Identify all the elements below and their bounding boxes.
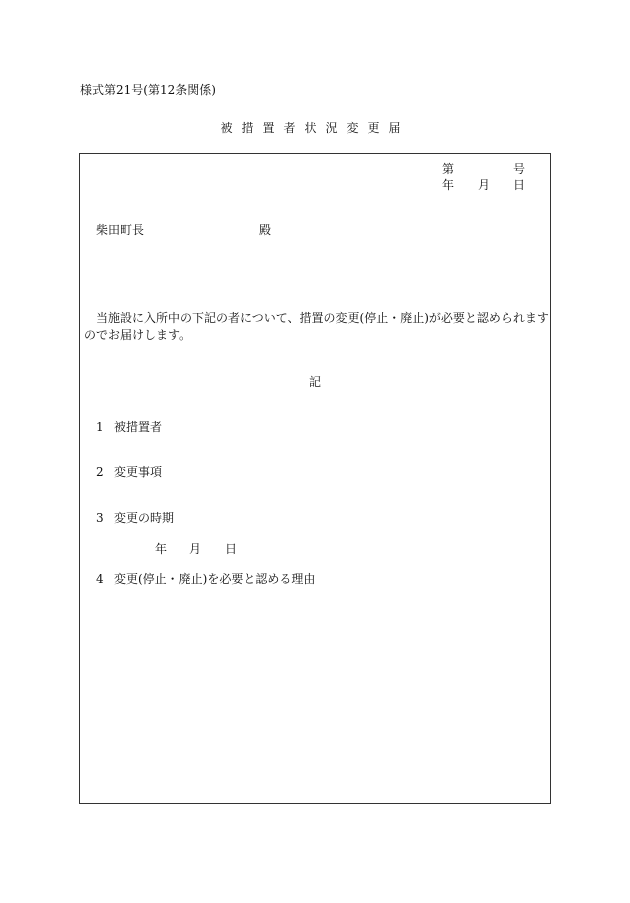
doc-number-prefix: 第 (442, 162, 455, 176)
period-day-label: 日 (225, 542, 238, 556)
item-3-label: 変更の時期 (114, 511, 175, 525)
item-3-number: 3 (96, 511, 104, 525)
period-year-label: 年 (155, 542, 168, 556)
item-2-number: 2 (96, 465, 104, 479)
doc-number-suffix: 号 (513, 162, 526, 176)
period-month-label: 月 (189, 542, 202, 556)
addressee-name: 柴田町長 (96, 223, 145, 237)
ki-heading: 記 (309, 375, 322, 389)
item-1-label: 被措置者 (114, 420, 163, 434)
form-title: 被措置者状況変更届 (220, 121, 410, 135)
item-1-number: 1 (96, 420, 104, 434)
item-4-number: 4 (96, 572, 104, 586)
date-day-label: 日 (513, 178, 526, 192)
date-year-label: 年 (442, 178, 455, 192)
body-paragraph: 当施設に入所中の下記の者について、措置の変更(停止・廃止)が必要と認められますのでお届けします。 (84, 311, 549, 342)
item-2-label: 変更事項 (114, 465, 163, 479)
addressee-honorific: 殿 (259, 223, 272, 237)
date-month-label: 月 (478, 178, 491, 192)
item-4-label: 変更(停止・廃止)を必要と認める理由 (114, 572, 316, 586)
form-number: 様式第21号(第12条関係) (80, 83, 216, 97)
